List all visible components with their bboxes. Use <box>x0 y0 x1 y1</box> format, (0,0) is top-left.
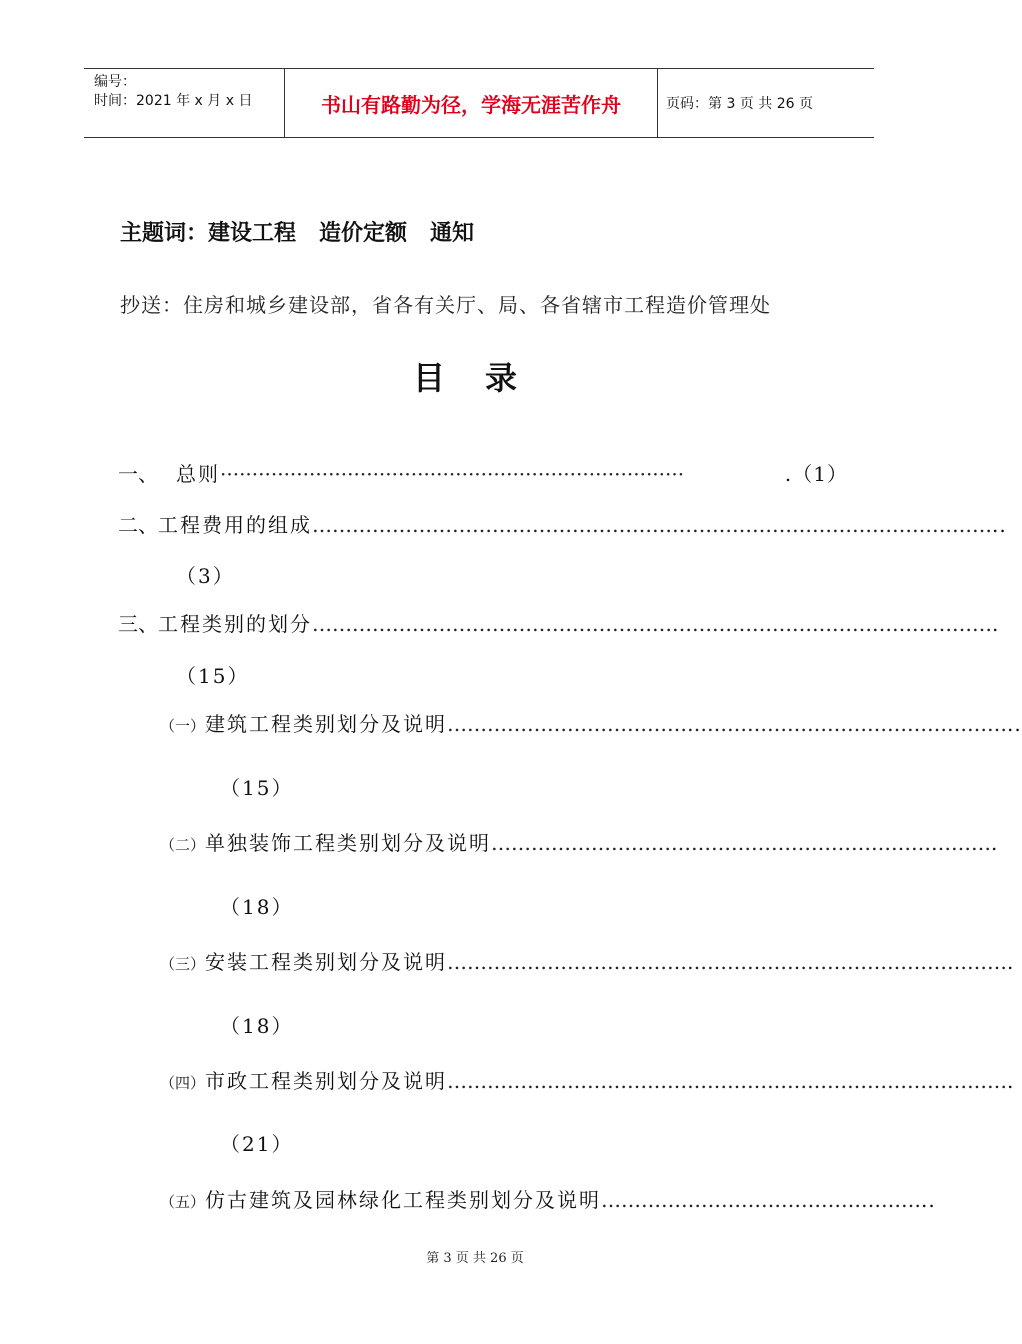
toc-entry-3[interactable] <box>118 608 1000 638</box>
toc-entry-page-number: （21） <box>220 1132 294 1156</box>
toc-entry-number: （三） <box>160 955 206 973</box>
toc-subentry-4[interactable] <box>160 1065 1015 1095</box>
toc-entry-label: 单独装饰工程类别划分及说明 <box>205 831 492 855</box>
toc-entry-page-number: （18） <box>220 895 294 919</box>
toc-entry-2[interactable] <box>118 509 1007 539</box>
toc-subentry-2[interactable] <box>160 827 999 857</box>
document-time-label: 时间：2021 年 x 月 x 日 <box>94 93 253 109</box>
toc-entry-number: 三、 <box>118 612 158 636</box>
header-page-info: 页码：第 3 页 共 26 页 <box>666 96 813 112</box>
header-table <box>84 68 874 138</box>
toc-entry-number: 二、 <box>118 513 158 537</box>
header-motto: 书山有路勤为径，学海无涯苦作舟 <box>285 69 658 137</box>
toc-entry-page-number: （3） <box>176 564 235 588</box>
toc-subentry-1[interactable] <box>160 708 1022 738</box>
header-meta <box>84 69 285 137</box>
toc-entry-number: （二） <box>160 836 206 854</box>
toc-entry-page: . <box>1007 950 1015 974</box>
toc-entry-number: 一、 <box>118 462 158 486</box>
toc-leader-dots: ………………………………………………………………………………………… <box>312 612 992 636</box>
toc-entry-number: （一） <box>160 717 206 735</box>
toc-entry-page-number: （15） <box>176 664 250 688</box>
cc-line: 抄送：住房和城乡建设部，省各有关厅、局、各省辖市工程造价管理处 <box>120 293 771 317</box>
toc-entry-1[interactable] <box>118 458 848 488</box>
toc-entry-page: . <box>991 831 999 855</box>
toc-leader-dots: ………………………………………………………………………… <box>447 1069 1008 1093</box>
toc-leader-dots: ………………………………………… <box>601 1188 922 1212</box>
toc-entry-page: . <box>1007 1069 1015 1093</box>
toc-leader-dots: ………………………………………………………………………………………… <box>312 513 992 537</box>
document-number-label: 编号： <box>94 74 136 90</box>
toc-entry-label: 建筑工程类别划分及说明 <box>205 712 448 736</box>
toc-entry-page: .. <box>1007 712 1022 736</box>
toc-entry-label: 工程费用的组成 <box>158 513 312 537</box>
toc-title: 目录 <box>412 359 557 397</box>
toc-subentry-5[interactable] <box>160 1184 936 1214</box>
keywords-line: 主题词：建设工程 造价定额 通知 <box>120 221 474 246</box>
toc-entry-number: （四） <box>160 1074 206 1092</box>
toc-entry-label: 安装工程类别划分及说明 <box>205 950 448 974</box>
toc-entry-label: 总则 <box>176 462 220 486</box>
toc-entry-label: 市政工程类别划分及说明 <box>205 1069 448 1093</box>
toc-entry-page: . <box>992 612 1000 636</box>
toc-entry-page-number: （18） <box>220 1014 294 1038</box>
toc-entry-page-number: （15） <box>220 776 294 800</box>
toc-entry-page: .（1） <box>784 462 848 486</box>
page-footer: 第 3 页 共 26 页 <box>426 1251 524 1266</box>
toc-entry-number: （五） <box>160 1193 206 1211</box>
toc-leader-dots: ………………………………………………………………… <box>491 831 992 855</box>
toc-entry-label: 工程类别的划分 <box>158 612 312 636</box>
toc-subentry-3[interactable] <box>160 946 1015 976</box>
toc-entry-page: .. <box>921 1188 936 1212</box>
toc-entry-label: 仿古建筑及园林绿化工程类别划分及说明 <box>205 1188 602 1212</box>
toc-entry-page: .. <box>992 513 1007 537</box>
toc-leader-dots: ………………………………………………………………………… <box>447 712 1008 736</box>
toc-leader-dots: ········································································· <box>220 462 685 486</box>
toc-leader-dots: ………………………………………………………………………… <box>447 950 1008 974</box>
